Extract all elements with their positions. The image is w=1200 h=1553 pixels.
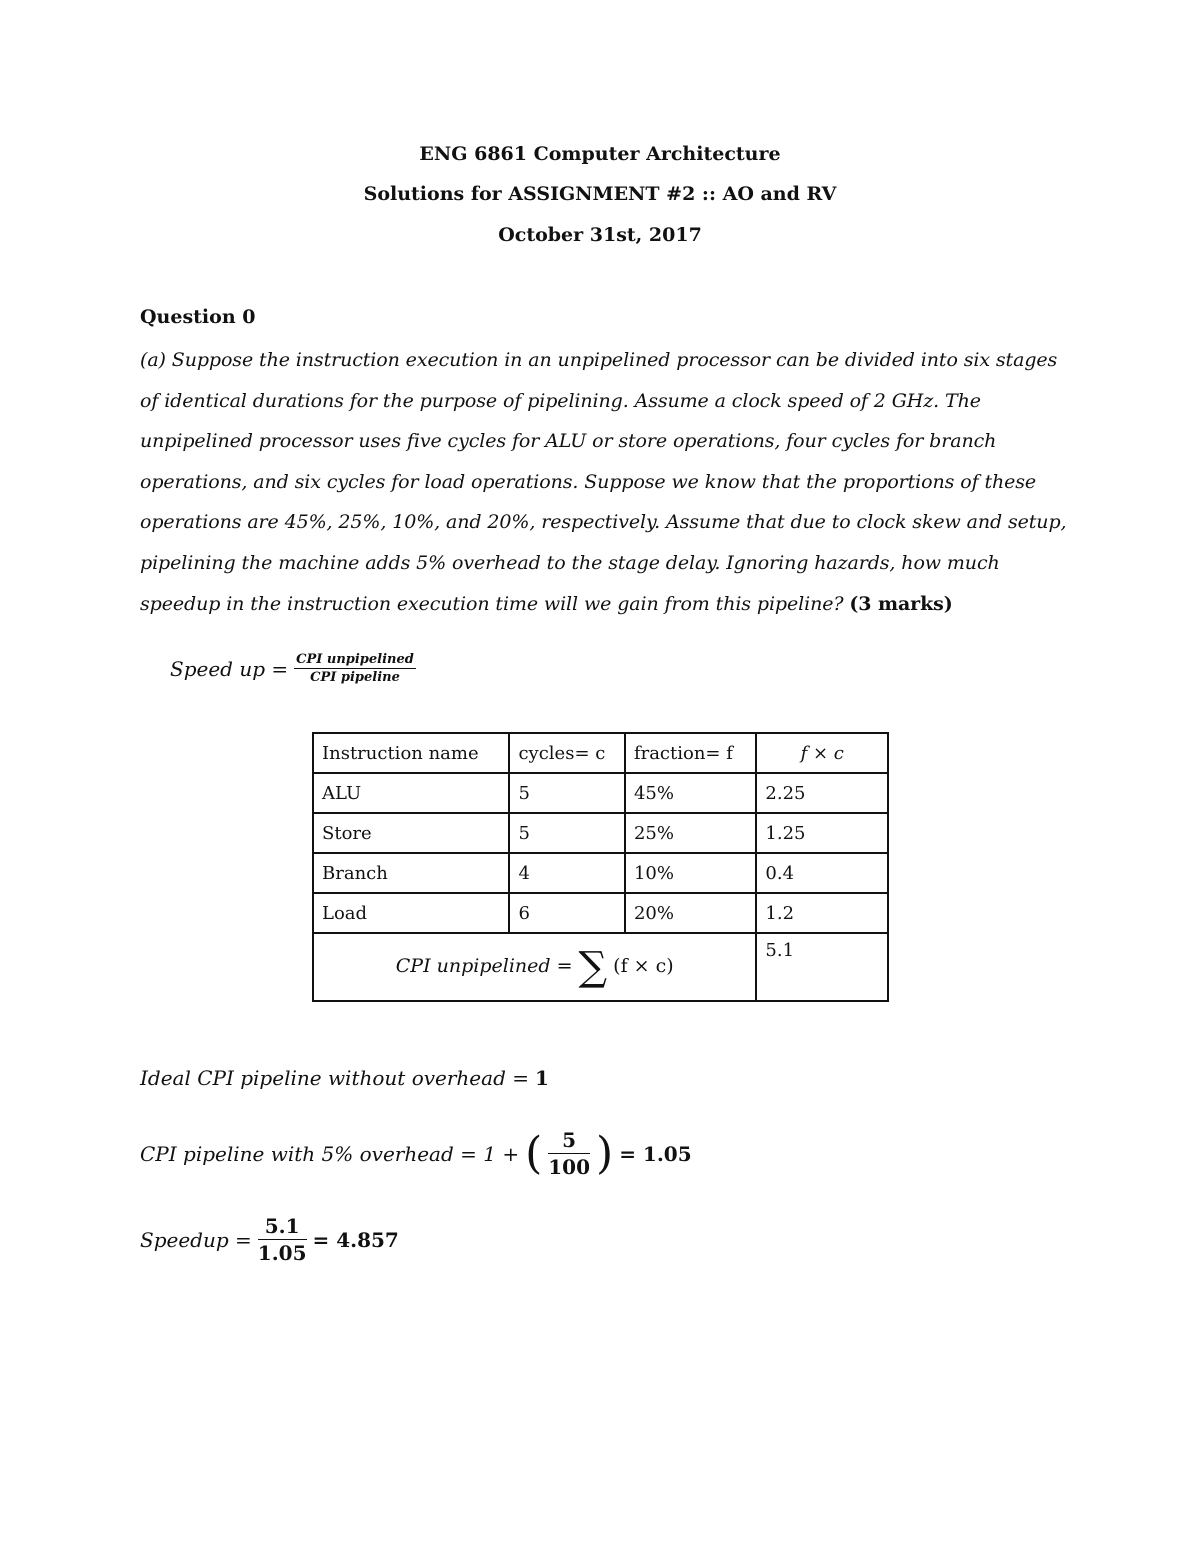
speedup-formula-denominator: CPI pipeline bbox=[310, 670, 400, 685]
ideal-cpi-value: 1 bbox=[534, 1066, 549, 1090]
table-cell: 5 bbox=[509, 773, 624, 813]
speedup-formula-fraction bbox=[294, 652, 416, 685]
table-cell: 45% bbox=[625, 773, 756, 813]
table-header-cell: Instruction name bbox=[313, 733, 509, 773]
table-cell: 10% bbox=[625, 853, 756, 893]
speedup-numerator: 5.1 bbox=[258, 1214, 307, 1240]
table-row bbox=[313, 853, 888, 893]
cpi-table bbox=[312, 732, 889, 1002]
course-title: ENG 6861 Computer Architecture bbox=[419, 143, 781, 165]
sum-formula-right: (f × c) bbox=[613, 955, 674, 977]
table-cell: 5 bbox=[509, 813, 624, 853]
question-last-line bbox=[140, 584, 1070, 625]
overhead-numerator: 5 bbox=[548, 1128, 590, 1154]
document-date: October 31st, 2017 bbox=[498, 224, 702, 246]
speedup-lhs: Speedup = bbox=[140, 1227, 252, 1252]
table-cell: Load bbox=[313, 893, 509, 933]
table-row bbox=[313, 773, 888, 813]
table-cell: 2.25 bbox=[756, 773, 888, 813]
speedup-equation bbox=[140, 1214, 399, 1265]
question-body bbox=[140, 340, 1070, 624]
table-cell: 6 bbox=[509, 893, 624, 933]
overhead-result: = 1.05 bbox=[619, 1141, 692, 1166]
speedup-formula-numerator: CPI unpipelined bbox=[296, 652, 414, 667]
overhead-fraction bbox=[548, 1128, 590, 1179]
table-cell: 1.25 bbox=[756, 813, 888, 853]
ideal-cpi-lhs: Ideal CPI pipeline without overhead = bbox=[140, 1066, 529, 1090]
speedup-fraction bbox=[258, 1214, 307, 1265]
sum-formula-left: CPI unpipelined = bbox=[395, 955, 573, 977]
overhead-cpi-equation bbox=[140, 1128, 692, 1179]
table-header-cell: fraction= f bbox=[625, 733, 756, 773]
question-line: operations are 45%, 25%, 10%, and 20%, respectively. Assume that due to clock skew and setup, bbox=[140, 511, 1067, 534]
left-paren: ( bbox=[525, 1127, 543, 1179]
table-cell: 1.2 bbox=[756, 893, 888, 933]
overhead-denominator: 100 bbox=[548, 1155, 591, 1179]
overhead-cpi-lhs: CPI pipeline with 5% overhead = 1 + bbox=[140, 1141, 520, 1166]
table-cell: 25% bbox=[625, 813, 756, 853]
speedup-formula-lhs: Speed up = bbox=[170, 656, 289, 681]
sum-value-cell: 5.1 bbox=[756, 933, 888, 1001]
table-header-row bbox=[313, 733, 888, 773]
assignment-subtitle: Solutions for ASSIGNMENT #2 :: AO and RV bbox=[363, 183, 837, 205]
speedup-formula bbox=[170, 652, 416, 685]
sum-formula-cell bbox=[313, 933, 756, 1001]
table-sum-row bbox=[313, 933, 888, 1001]
question-title: Question 0 bbox=[140, 306, 256, 328]
table-header-cell: f × c bbox=[756, 733, 888, 773]
table-row bbox=[313, 813, 888, 853]
right-paren: ) bbox=[596, 1127, 614, 1179]
speedup-denominator: 1.05 bbox=[257, 1241, 307, 1265]
sigma-symbol: ∑ bbox=[578, 944, 608, 990]
table-cell: Branch bbox=[313, 853, 509, 893]
question-line: speedup in the instruction execution time will we gain from this pipeline? bbox=[140, 592, 844, 615]
table-cell: ALU bbox=[313, 773, 509, 813]
question-line: operations, and six cycles for load operations. Suppose we know that the proportions of these bbox=[140, 470, 1037, 493]
question-line: (a) Suppose the instruction execution in an unpipelined processor can be divided into six stages bbox=[140, 349, 1058, 371]
question-line: unpipelined processor uses five cycles for ALU or store operations, four cycles for branch bbox=[140, 430, 997, 453]
speedup-result: = 4.857 bbox=[312, 1227, 399, 1252]
table-header-cell: cycles= c bbox=[509, 733, 624, 773]
table-cell: Store bbox=[313, 813, 509, 853]
table-row bbox=[313, 893, 888, 933]
ideal-cpi-equation bbox=[140, 1066, 549, 1090]
question-marks: (3 marks) bbox=[849, 592, 953, 615]
question-line: of identical durations for the purpose of pipelining. Assume a clock speed of 2 GHz. The bbox=[140, 389, 981, 412]
table-cell: 4 bbox=[509, 853, 624, 893]
question-line: pipelining the machine adds 5% overhead to the stage delay. Ignoring hazards, how much bbox=[140, 551, 1000, 574]
table-cell: 20% bbox=[625, 893, 756, 933]
table-cell: 0.4 bbox=[756, 853, 888, 893]
